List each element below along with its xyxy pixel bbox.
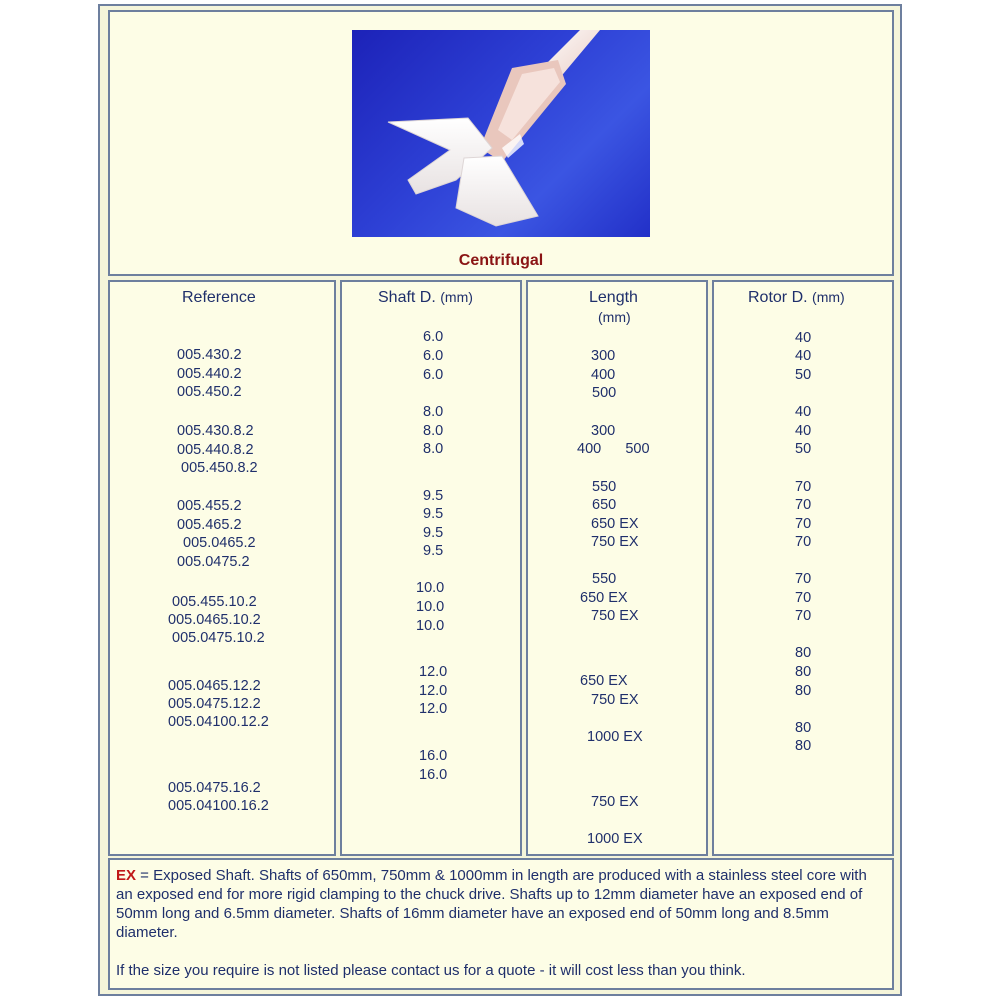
rotor-value: 40 bbox=[795, 330, 812, 346]
length-value: 500 bbox=[592, 385, 617, 401]
length-value: 750 EX bbox=[591, 534, 639, 550]
shaft-value: 16.0 bbox=[419, 748, 448, 764]
length-value: 1000 EX bbox=[587, 729, 643, 745]
reference-value: 005.455.2 bbox=[177, 498, 242, 514]
shaft-value: 8.0 bbox=[423, 404, 444, 420]
reference-value: 005.430.2 bbox=[177, 347, 242, 363]
stirrer-illustration bbox=[352, 30, 650, 237]
reference-value: 005.455.10.2 bbox=[172, 594, 257, 610]
length-value: 300 bbox=[591, 348, 616, 364]
reference-value: 005.450.2 bbox=[177, 384, 242, 400]
shaft-value: 10.0 bbox=[416, 580, 445, 596]
exposed-shaft-note bbox=[116, 866, 886, 942]
header-shaft-label: Shaft D. bbox=[378, 289, 436, 306]
reference-value: 005.430.8.2 bbox=[177, 423, 254, 439]
rotor-value: 80 bbox=[795, 683, 812, 699]
length-value: 650 EX bbox=[580, 590, 628, 606]
length-value: 1000 EX bbox=[587, 831, 643, 847]
rotor-value: 80 bbox=[795, 645, 812, 661]
header-shaft bbox=[378, 289, 473, 307]
length-value: 550 bbox=[592, 479, 617, 495]
reference-value: 005.440.2 bbox=[177, 366, 242, 382]
rotor-value: 80 bbox=[795, 664, 812, 680]
shaft-value: 9.5 bbox=[423, 506, 444, 522]
reference-value: 005.0475.2 bbox=[177, 554, 250, 570]
length-value: 400 500 bbox=[577, 441, 650, 457]
header-rotor-label: Rotor D. bbox=[748, 289, 808, 306]
reference-value: 005.465.2 bbox=[177, 517, 242, 533]
shaft-value: 12.0 bbox=[419, 683, 448, 699]
rotor-value: 70 bbox=[795, 516, 812, 532]
rotor-value: 40 bbox=[795, 423, 812, 439]
length-value: 750 EX bbox=[591, 692, 639, 708]
length-value: 650 EX bbox=[580, 673, 628, 689]
reference-value: 005.0465.12.2 bbox=[168, 678, 261, 694]
rotor-value: 50 bbox=[795, 367, 812, 383]
rotor-value: 40 bbox=[795, 348, 812, 364]
header-shaft-unit: (mm) bbox=[440, 289, 473, 305]
rotor-value: 80 bbox=[795, 738, 812, 754]
contact-note: If the size you require is not listed please contact us for a quote - it will cost less than you think. bbox=[116, 962, 746, 979]
reference-value: 005.0475.10.2 bbox=[172, 630, 265, 646]
rotor-value: 70 bbox=[795, 479, 812, 495]
length-column bbox=[526, 280, 708, 856]
length-value: 650 EX bbox=[591, 516, 639, 532]
header-rotor bbox=[748, 289, 845, 307]
shaft-value: 8.0 bbox=[423, 441, 444, 457]
header-length-unit: (mm) bbox=[598, 309, 631, 325]
length-value: 300 bbox=[591, 423, 616, 439]
product-caption: Centrifugal bbox=[458, 252, 544, 269]
reference-value: 005.04100.16.2 bbox=[168, 798, 269, 814]
header-rotor-unit: (mm) bbox=[812, 289, 845, 305]
shaft-value: 12.0 bbox=[419, 701, 448, 717]
rotor-value: 70 bbox=[795, 608, 812, 624]
length-value: 400 bbox=[591, 367, 616, 383]
shaft-value: 6.0 bbox=[423, 367, 444, 383]
shaft-value: 9.5 bbox=[423, 525, 444, 541]
rotor-value: 50 bbox=[795, 441, 812, 457]
reference-value: 005.0465.10.2 bbox=[168, 612, 261, 628]
rotor-value: 40 bbox=[795, 404, 812, 420]
reference-value: 005.440.8.2 bbox=[177, 442, 254, 458]
ex-label: EX bbox=[116, 867, 137, 884]
product-photo bbox=[352, 30, 650, 237]
shaft-value: 16.0 bbox=[419, 767, 448, 783]
shaft-value: 6.0 bbox=[423, 348, 444, 364]
rotor-value: 70 bbox=[795, 571, 812, 587]
length-value: 650 bbox=[592, 497, 617, 513]
shaft-value: 10.0 bbox=[416, 618, 445, 634]
rotor-value: 80 bbox=[795, 720, 812, 736]
reference-value: 005.450.8.2 bbox=[181, 460, 258, 476]
header-length-label: Length bbox=[589, 289, 638, 306]
ex-text: = Exposed Shaft. Shafts of 650mm, 750mm & 1000mm in length are produced with a stainless steel core with an exposed end for more rigid clamping to the chuck drive. Shafts up to 12mm diameter have an exposed end of 50mm long and 6.5mm diameter. Shafts of 16mm diameter have an exposed end of 50mm long and 8.5mm diameter. bbox=[116, 867, 867, 941]
shaft-value: 9.5 bbox=[423, 488, 444, 504]
shaft-value: 8.0 bbox=[423, 423, 444, 439]
reference-value: 005.0475.16.2 bbox=[168, 780, 261, 796]
reference-value: 005.0465.2 bbox=[183, 535, 256, 551]
shaft-value: 6.0 bbox=[423, 329, 444, 345]
rotor-value: 70 bbox=[795, 590, 812, 606]
shaft-value: 9.5 bbox=[423, 543, 444, 559]
reference-value: 005.0475.12.2 bbox=[168, 696, 261, 712]
shaft-value: 12.0 bbox=[419, 664, 448, 680]
length-value: 750 EX bbox=[591, 794, 639, 810]
length-value: 750 EX bbox=[591, 608, 639, 624]
reference-value: 005.04100.12.2 bbox=[168, 714, 269, 730]
header-reference: Reference bbox=[182, 289, 256, 306]
rotor-value: 70 bbox=[795, 534, 812, 550]
rotor-value: 70 bbox=[795, 497, 812, 513]
length-value: 550 bbox=[592, 571, 617, 587]
shaft-value: 10.0 bbox=[416, 599, 445, 615]
